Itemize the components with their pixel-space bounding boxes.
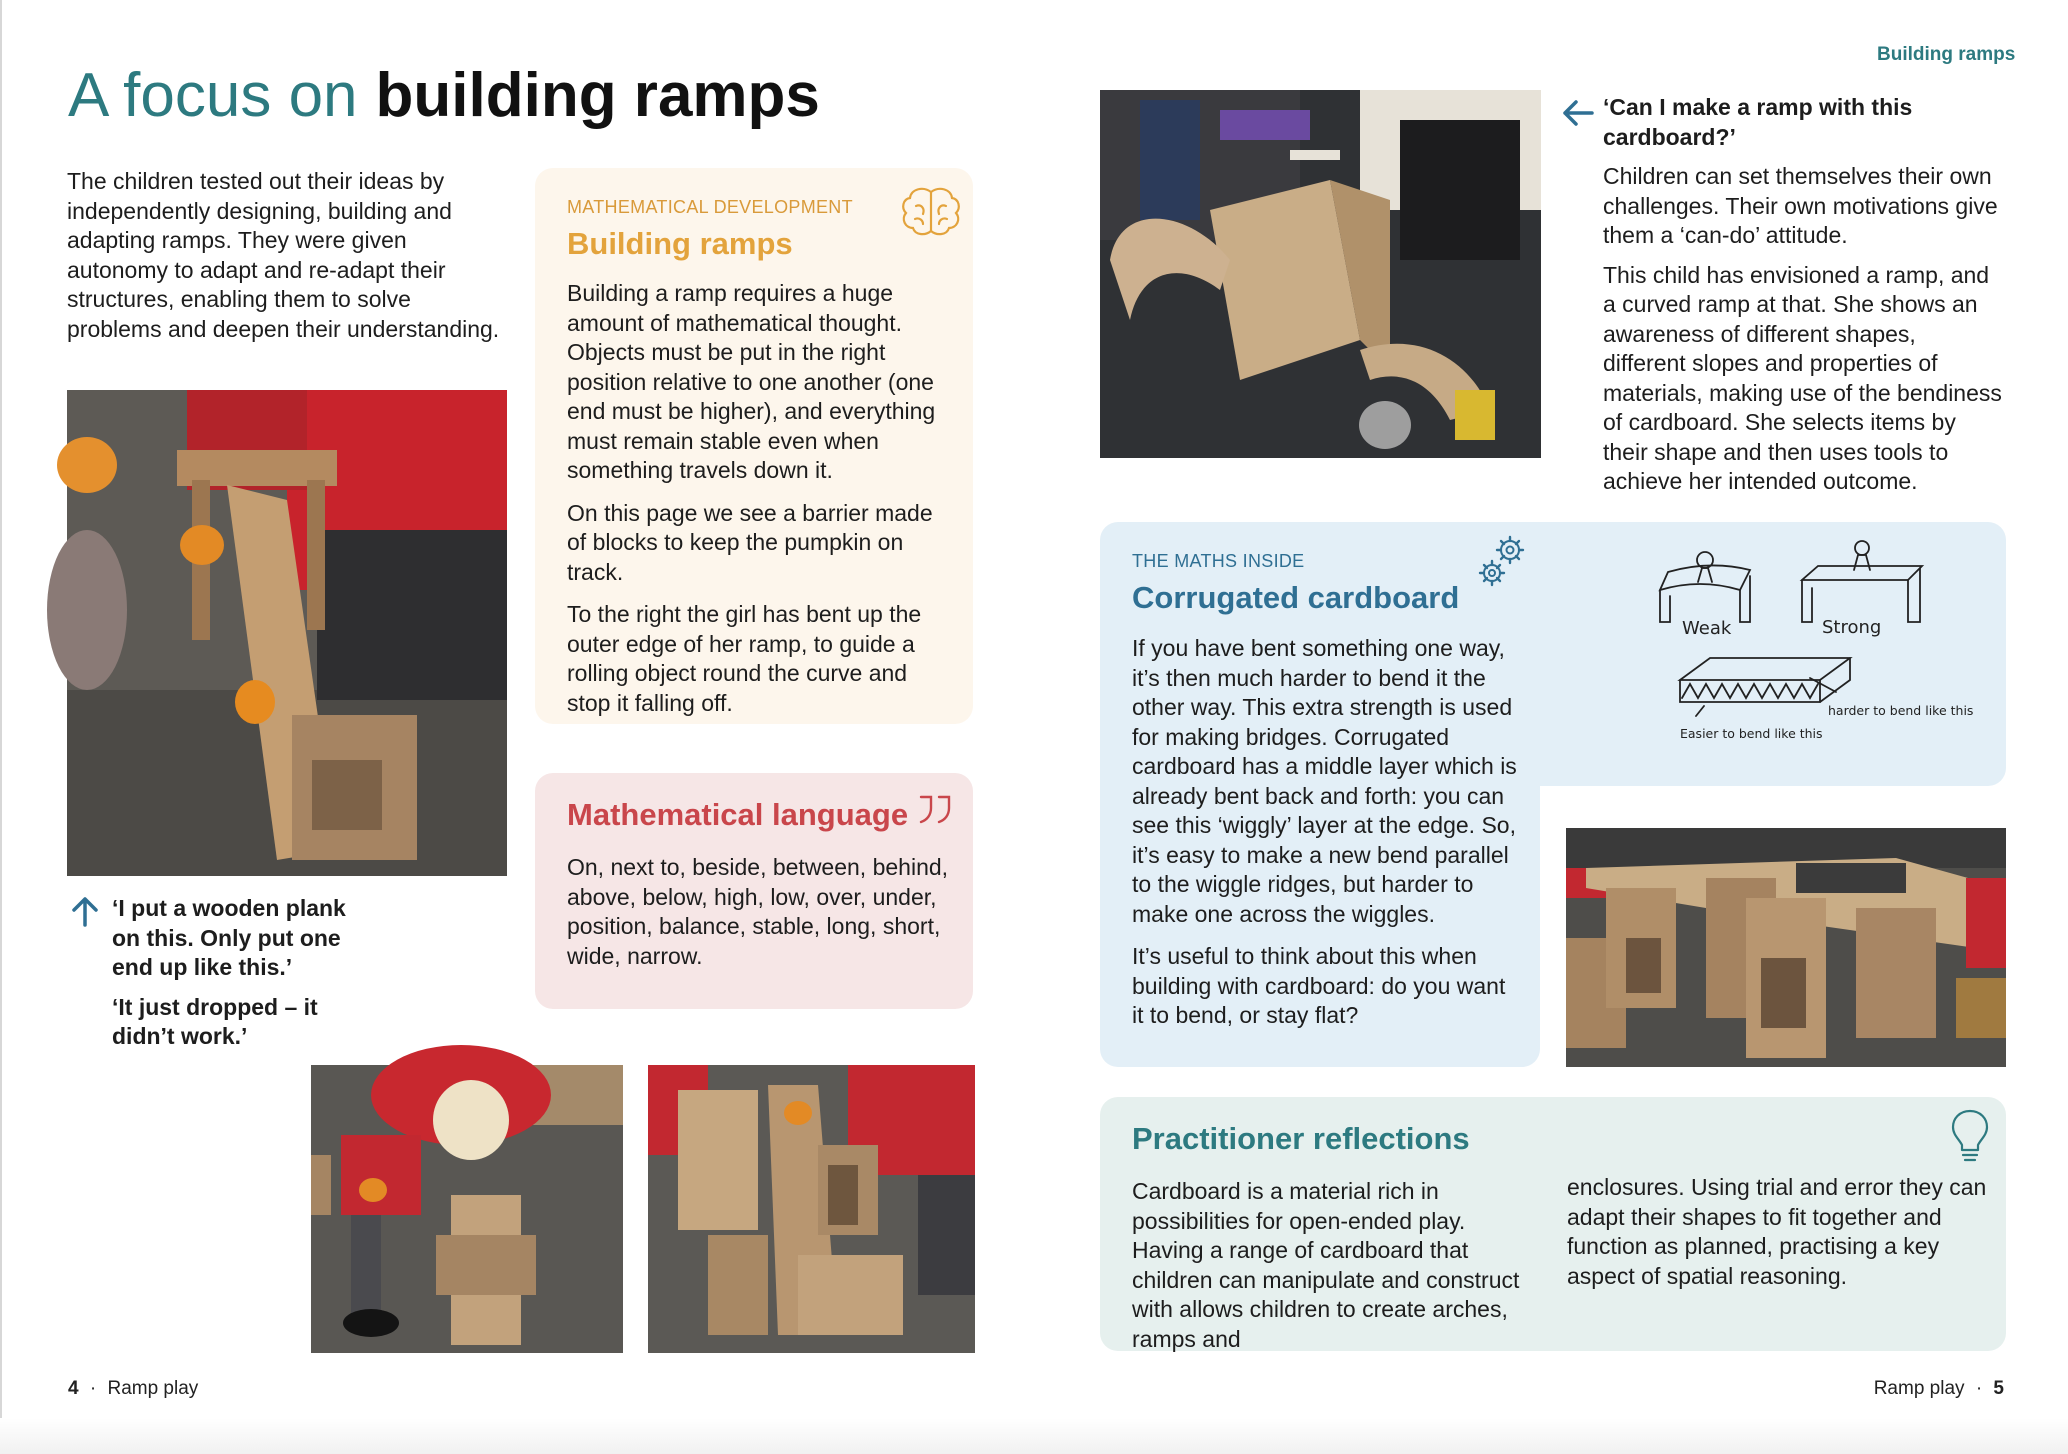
maths-inside-kicker: THE MATHS INSIDE bbox=[1132, 551, 1305, 571]
reflections-col2: enclosures. Using trial and error they can adapt their shapes to fit together and function as planned, practising a key aspect of spatial reasoning. bbox=[1567, 1174, 1987, 1289]
title-bold: building ramps bbox=[375, 61, 820, 130]
cardboard-sketch bbox=[1640, 530, 1974, 770]
math-dev-kicker: MATHEMATICAL DEVELOPMENT bbox=[567, 197, 853, 217]
footer-right bbox=[1874, 1378, 2004, 1400]
sketch-label-strong: Strong bbox=[1822, 617, 1882, 638]
photo-cardboard-bridge bbox=[1566, 828, 2006, 1067]
math-language-title: Mathematical language bbox=[567, 797, 909, 832]
math-dev-p3: To the right the girl has bent up the outer edge of her ramp, to guide a rolling object round the curve and stop it falling off. bbox=[567, 601, 922, 716]
footer-left-page-number: 4 bbox=[68, 1378, 79, 1399]
arrow-left-icon bbox=[1561, 98, 1595, 128]
title-light: A focus on bbox=[68, 61, 358, 130]
photo-girl-blocks bbox=[311, 1065, 623, 1353]
left-quotes bbox=[112, 894, 372, 1062]
photo-cardboard-ramp bbox=[1100, 90, 1541, 458]
footer-right-page-number: 5 bbox=[1993, 1378, 2004, 1399]
right-quote-p1: Children can set themselves their own challenges. Their own motivations give them a ‘can-do’ attitude. bbox=[1603, 163, 1998, 248]
gears-icon bbox=[1476, 533, 1530, 591]
maths-inside-body bbox=[1132, 634, 1522, 1044]
reflections-col1: Cardboard is a material rich in possibilities for open-ended play. Having a range of cardboard that children can manipulate and construct with allows children to create arches, ramps and bbox=[1132, 1178, 1520, 1352]
brain-icon bbox=[901, 186, 961, 238]
maths-inside-card bbox=[1100, 522, 1540, 1067]
quote-cardboard-question: ‘Can I make a ramp with this cardboard?’ bbox=[1603, 94, 1913, 150]
sketch-label-easier: Easier to bend like this bbox=[1680, 726, 1823, 741]
math-dev-body bbox=[567, 279, 952, 731]
reflections-card bbox=[1100, 1097, 2006, 1351]
maths-inside-p1: If you have bent something one way, it’s then much harder to bend it the other way. This extra strength is used for making bridges. Corrugated cardboard has a middle layer which is already bent back and forth: you can see this ‘wiggly’ layer at the edge. So, it’s easy to make a new bend parallel to the wiggle ridges, but harder to make one across the wiggles. bbox=[1132, 635, 1517, 927]
reflections-title: Practitioner reflections bbox=[1132, 1121, 1470, 1156]
sketch-label-weak: Weak bbox=[1682, 618, 1732, 639]
math-dev-p2: On this page we see a barrier made of blocks to keep the pumpkin on track. bbox=[567, 499, 933, 585]
footer-right-label: Ramp play bbox=[1873, 1378, 1965, 1399]
math-dev-title: Building ramps bbox=[567, 226, 793, 261]
bottom-shade bbox=[0, 1418, 2068, 1454]
math-development-card bbox=[535, 168, 973, 724]
math-dev-p1: Building a ramp requires a huge amount of mathematical thought. Objects must be put in the right position relative to one another (one end must be higher), and everything must remain stable even when something travels down it. bbox=[567, 280, 936, 483]
maths-inside-p2: It’s useful to think about this when building with cardboard: do you want it to bend, or stay flat? bbox=[1132, 943, 1506, 1028]
footer-left-label: Ramp play bbox=[107, 1378, 199, 1399]
maths-inside-title: Corrugated cardboard bbox=[1132, 580, 1460, 615]
intro-text: The children tested out their ideas by independently designing, building and adapting ramps. They were given autonomy to adapt and re-adapt their structures, enabling them to solve problems and deepen their understanding. bbox=[67, 168, 500, 342]
right-quote-block bbox=[1603, 93, 2003, 507]
arrow-up-icon bbox=[70, 895, 100, 927]
page-edge bbox=[0, 0, 2, 1454]
quote-dropped: ‘It just dropped – it didn’t work.’ bbox=[112, 993, 318, 1049]
footer-left-separator: · bbox=[89, 1378, 97, 1399]
quote-plank: ‘I put a wooden plank on this. Only put one end up like this.’ bbox=[112, 895, 346, 980]
running-head: Building ramps bbox=[1877, 44, 2016, 65]
right-quote-p2: This child has envisioned a ramp, and a curved ramp at that. She shows an awareness of different shapes, different slopes and properties of materials, making use of the bendiness of cardboard. She selects items by their shape and then uses tools to achieve her intended outcome. bbox=[1603, 261, 2002, 494]
footer-left bbox=[68, 1378, 198, 1400]
page-title bbox=[68, 58, 820, 134]
quote-icon bbox=[917, 793, 955, 825]
sketch-label-harder: harder to bend like this bbox=[1828, 703, 1974, 718]
footer-right-separator: · bbox=[1975, 1378, 1983, 1399]
photo-plank-ramp bbox=[67, 390, 507, 876]
math-language-card bbox=[535, 773, 973, 1009]
lightbulb-icon bbox=[1950, 1108, 1990, 1164]
math-language-text: On, next to, beside, between, behind, above, below, high, low, over, under, position, balance, stable, long, short, wide, narrow. bbox=[567, 854, 949, 969]
photo-block-barrier bbox=[648, 1065, 975, 1353]
